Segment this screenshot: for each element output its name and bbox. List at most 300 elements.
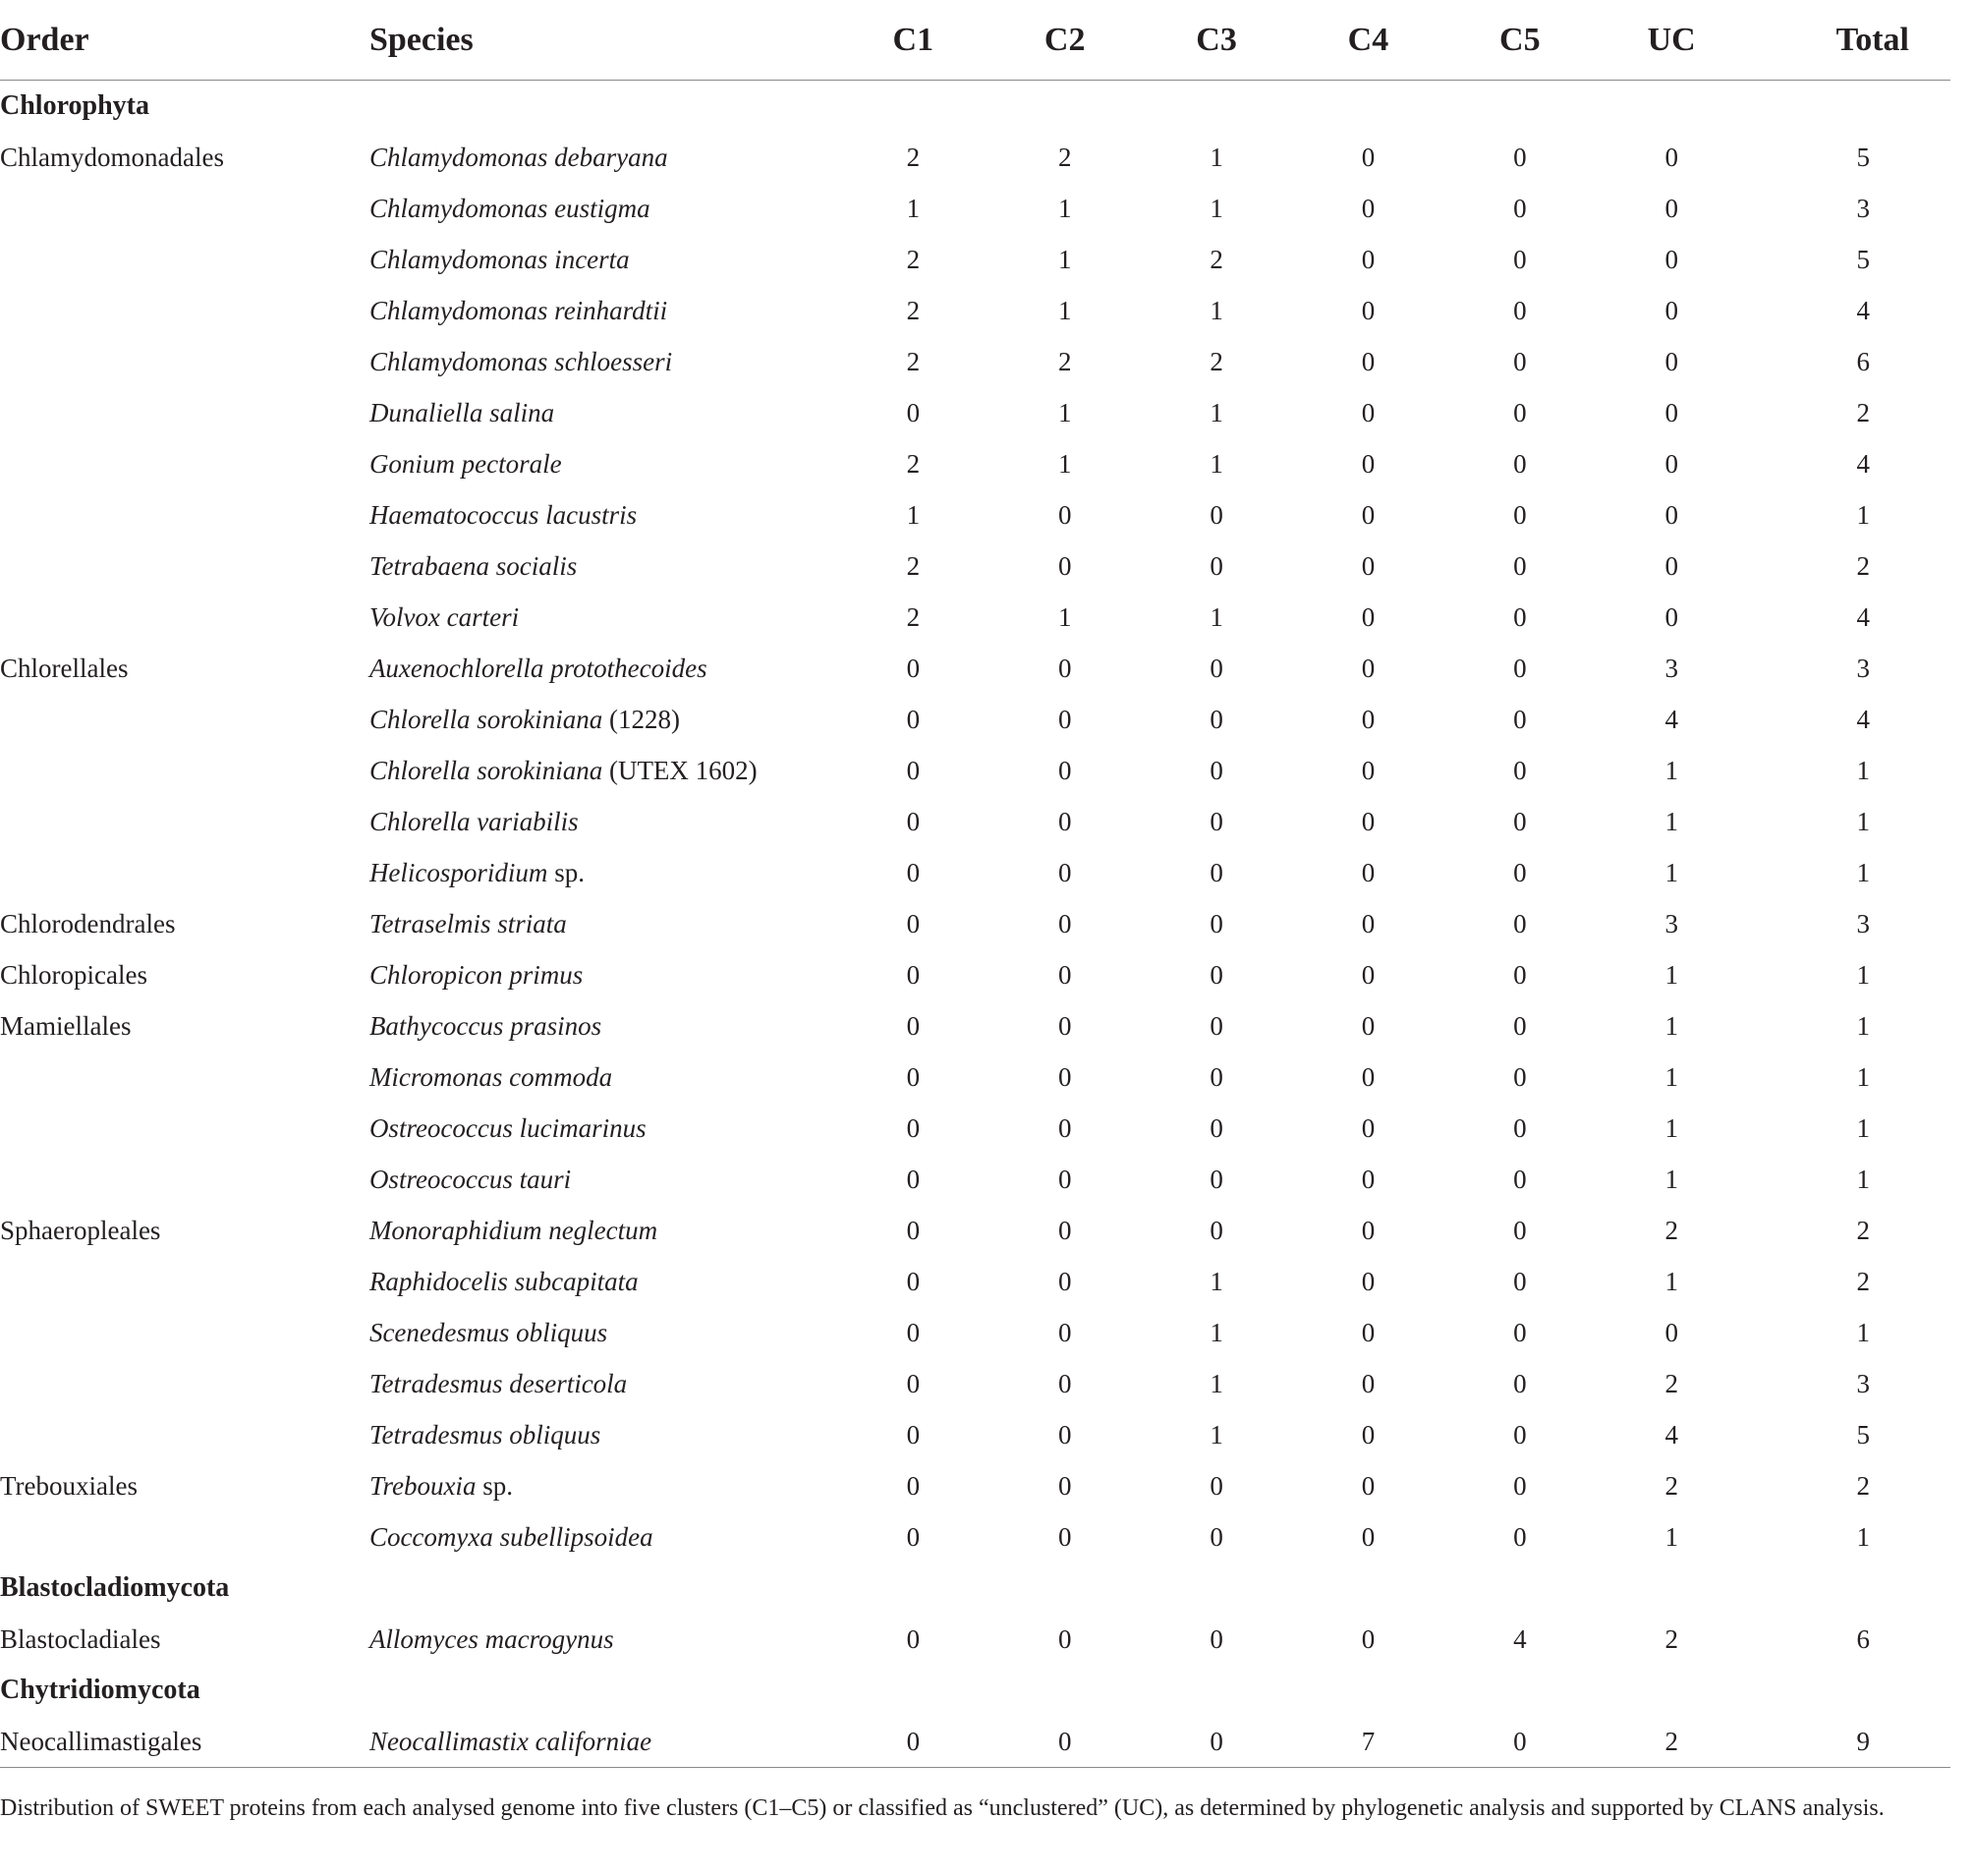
uc-cell: 1 bbox=[1664, 959, 1678, 990]
c4-cell: 0 bbox=[1361, 499, 1376, 530]
c4-cell: 0 bbox=[1361, 1521, 1376, 1552]
order-cell: Chlamydomonadales bbox=[0, 142, 224, 172]
c1-cell: 0 bbox=[906, 1521, 921, 1552]
table-body bbox=[0, 81, 1950, 1768]
header-species: Species bbox=[369, 0, 837, 81]
c2-cell: 0 bbox=[1057, 1215, 1072, 1245]
total-cell: 6 bbox=[1856, 346, 1870, 376]
species-cell bbox=[369, 694, 837, 745]
c4-cell: 0 bbox=[1361, 1112, 1376, 1143]
c2-cell: 1 bbox=[1057, 295, 1072, 325]
uc-cell: 0 bbox=[1664, 142, 1678, 172]
uc-cell: 0 bbox=[1664, 1317, 1678, 1347]
table-row bbox=[0, 132, 1950, 183]
species-cell bbox=[369, 1154, 837, 1205]
species-name: Tetrabaena socialis bbox=[368, 550, 578, 581]
species-cell bbox=[369, 1307, 837, 1358]
uc-cell: 0 bbox=[1664, 346, 1678, 376]
c5-cell: 0 bbox=[1513, 1112, 1527, 1143]
order-cell bbox=[0, 1052, 369, 1103]
c1-cell: 0 bbox=[906, 1470, 921, 1501]
c5-cell: 0 bbox=[1513, 244, 1527, 274]
c2-cell: 0 bbox=[1057, 1623, 1072, 1654]
total-cell: 4 bbox=[1856, 295, 1870, 325]
species-name: Gonium pectorale bbox=[368, 448, 562, 479]
c1-cell: 0 bbox=[906, 653, 921, 683]
total-cell: 1 bbox=[1856, 1061, 1870, 1092]
uc-cell: 4 bbox=[1664, 1419, 1678, 1450]
c3-cell: 0 bbox=[1141, 1716, 1292, 1768]
table-row bbox=[0, 796, 1950, 847]
species-cell bbox=[369, 1409, 837, 1460]
species-name: Bathycoccus prasinos bbox=[368, 1010, 602, 1041]
species-cell bbox=[369, 183, 837, 234]
c4-cell: 0 bbox=[1361, 397, 1376, 427]
total-cell: 2 bbox=[1856, 1266, 1870, 1296]
order-cell bbox=[0, 183, 369, 234]
c1-cell: 0 bbox=[906, 755, 921, 785]
c5-cell: 0 bbox=[1513, 346, 1527, 376]
header-uc: UC bbox=[1596, 0, 1747, 81]
table-row bbox=[0, 1052, 1950, 1103]
c3-cell: 0 bbox=[1210, 704, 1223, 734]
uc-cell: 1 bbox=[1664, 755, 1678, 785]
total-cell: 1 bbox=[1856, 1317, 1870, 1347]
table-row bbox=[0, 1460, 1950, 1511]
c2-cell: 0 bbox=[1057, 550, 1072, 581]
c3-cell: 0 bbox=[1210, 1061, 1223, 1092]
species-name: Chlorella sorokiniana bbox=[368, 704, 603, 734]
c3-cell: 0 bbox=[1210, 908, 1223, 938]
c5-cell: 0 bbox=[1513, 1061, 1527, 1092]
c2-cell: 0 bbox=[1057, 806, 1072, 836]
c2-cell: 0 bbox=[1057, 1317, 1072, 1347]
total-cell: 6 bbox=[1856, 1623, 1870, 1654]
c5-cell: 0 bbox=[1513, 653, 1527, 683]
table-footnote: Distribution of SWEET proteins from each analysed genome into five clusters (C1–C5) or classified as “unclustered” (UC), as determined by phylogenetic analysis and supported by CLANS analysis. bbox=[0, 1795, 1885, 1821]
c3-cell: 1 bbox=[1210, 1368, 1223, 1398]
c3-cell: 0 bbox=[1210, 1112, 1223, 1143]
species-cell bbox=[369, 796, 837, 847]
species-cell bbox=[369, 1103, 837, 1154]
table-row bbox=[0, 438, 1950, 489]
c2-cell: 0 bbox=[1057, 1266, 1072, 1296]
c4-cell: 0 bbox=[1361, 1368, 1376, 1398]
c2-cell: 0 bbox=[1057, 1470, 1072, 1501]
species-suffix: (UTEX 1602) bbox=[602, 755, 758, 785]
c4-cell: 0 bbox=[1361, 1470, 1376, 1501]
c5-cell: 0 bbox=[1513, 1521, 1527, 1552]
c3-cell: 0 bbox=[1210, 1470, 1223, 1501]
species-name: Chlamydomonas eustigma bbox=[368, 193, 650, 223]
order-cell: Chloropicales bbox=[0, 959, 147, 990]
species-cell bbox=[369, 540, 837, 592]
species-cell bbox=[369, 745, 837, 796]
uc-cell: 0 bbox=[1664, 499, 1678, 530]
c5-cell: 0 bbox=[1513, 806, 1527, 836]
order-cell bbox=[0, 1307, 369, 1358]
uc-cell: 2 bbox=[1596, 1716, 1747, 1768]
c1-cell: 1 bbox=[906, 193, 921, 223]
order-cell: Blastocladiales bbox=[0, 1623, 161, 1654]
table-row bbox=[0, 898, 1950, 949]
c4-cell: 0 bbox=[1361, 448, 1376, 479]
uc-cell: 1 bbox=[1664, 1010, 1678, 1041]
c3-cell: 0 bbox=[1210, 1164, 1223, 1194]
c2-cell: 0 bbox=[1057, 1010, 1072, 1041]
order-cell: Chlorellales bbox=[0, 653, 129, 683]
total-cell: 1 bbox=[1856, 857, 1870, 887]
species-cell bbox=[369, 438, 837, 489]
species-name: Ostreococcus tauri bbox=[368, 1164, 572, 1194]
order-cell: Chlorodendrales bbox=[0, 908, 176, 938]
c5-cell: 0 bbox=[1513, 499, 1527, 530]
c4-cell: 0 bbox=[1361, 244, 1376, 274]
c5-cell: 0 bbox=[1513, 550, 1527, 581]
species-name: Dunaliella salina bbox=[368, 397, 555, 427]
header-order: Order bbox=[0, 0, 369, 81]
species-cell bbox=[369, 1716, 837, 1768]
c4-cell: 0 bbox=[1361, 1010, 1376, 1041]
c1-cell: 2 bbox=[906, 601, 921, 632]
c3-cell: 2 bbox=[1210, 346, 1223, 376]
c5-cell: 0 bbox=[1513, 908, 1527, 938]
species-suffix: sp. bbox=[476, 1470, 513, 1501]
c1-cell: 2 bbox=[906, 550, 921, 581]
c3-cell: 0 bbox=[1210, 550, 1223, 581]
species-name: Monoraphidium neglectum bbox=[368, 1215, 658, 1245]
c1-cell: 0 bbox=[906, 959, 921, 990]
order-cell: Sphaeropleales bbox=[0, 1215, 161, 1245]
c5-cell: 0 bbox=[1513, 448, 1527, 479]
c4-cell: 0 bbox=[1361, 295, 1376, 325]
c2-cell: 0 bbox=[1057, 755, 1072, 785]
table-row bbox=[0, 745, 1950, 796]
table-row bbox=[0, 694, 1950, 745]
table-row bbox=[0, 643, 1950, 694]
c4-cell: 0 bbox=[1361, 806, 1376, 836]
c5-cell: 0 bbox=[1513, 1164, 1527, 1194]
header-c1: C1 bbox=[837, 0, 988, 81]
c1-cell: 0 bbox=[906, 806, 921, 836]
total-cell: 1 bbox=[1856, 1010, 1870, 1041]
c2-cell: 1 bbox=[1057, 601, 1072, 632]
c3-cell: 0 bbox=[1210, 653, 1223, 683]
order-cell bbox=[0, 489, 369, 540]
table-row bbox=[0, 1154, 1950, 1205]
order-cell: Trebouxiales bbox=[0, 1470, 138, 1501]
species-cell bbox=[369, 643, 837, 694]
c3-cell: 0 bbox=[1210, 1215, 1223, 1245]
c4-cell: 0 bbox=[1361, 1419, 1376, 1450]
uc-cell: 0 bbox=[1664, 397, 1678, 427]
c2-cell: 0 bbox=[1057, 1112, 1072, 1143]
c1-cell: 0 bbox=[906, 908, 921, 938]
uc-cell: 0 bbox=[1664, 295, 1678, 325]
c2-cell: 0 bbox=[1057, 908, 1072, 938]
c5-cell: 0 bbox=[1513, 601, 1527, 632]
c4-cell: 0 bbox=[1361, 1061, 1376, 1092]
table-row bbox=[0, 1409, 1950, 1460]
species-cell bbox=[369, 336, 837, 387]
species-name: Trebouxia bbox=[368, 1470, 477, 1501]
order-cell bbox=[0, 1511, 369, 1563]
group-label: Chlorophyta bbox=[0, 90, 149, 121]
species-name: Chlorella variabilis bbox=[368, 806, 579, 836]
c4-cell: 0 bbox=[1361, 857, 1376, 887]
total-cell: 2 bbox=[1856, 397, 1870, 427]
species-cell bbox=[369, 234, 837, 285]
c3-cell: 1 bbox=[1210, 1317, 1223, 1347]
c2-cell: 0 bbox=[1057, 857, 1072, 887]
c3-cell: 0 bbox=[1210, 499, 1223, 530]
table-row bbox=[0, 1716, 1950, 1768]
c5-cell: 0 bbox=[1513, 1215, 1527, 1245]
uc-cell: 2 bbox=[1664, 1215, 1678, 1245]
c4-cell: 0 bbox=[1361, 1215, 1376, 1245]
c2-cell: 0 bbox=[1057, 1164, 1072, 1194]
c3-cell: 1 bbox=[1210, 1266, 1223, 1296]
c2-cell: 0 bbox=[989, 1716, 1141, 1768]
c3-cell: 1 bbox=[1210, 601, 1223, 632]
c4-cell: 0 bbox=[1361, 142, 1376, 172]
total-cell: 5 bbox=[1856, 142, 1870, 172]
table-row bbox=[0, 592, 1950, 643]
uc-cell: 0 bbox=[1664, 244, 1678, 274]
total-cell: 3 bbox=[1856, 1368, 1870, 1398]
header-c2: C2 bbox=[989, 0, 1141, 81]
c4-cell: 0 bbox=[1361, 550, 1376, 581]
c1-cell: 2 bbox=[906, 295, 921, 325]
uc-cell: 2 bbox=[1664, 1470, 1678, 1501]
group-row bbox=[0, 81, 1950, 133]
uc-cell: 1 bbox=[1664, 1061, 1678, 1092]
header-c3: C3 bbox=[1141, 0, 1292, 81]
species-cell bbox=[369, 285, 837, 336]
c4-cell: 0 bbox=[1361, 1317, 1376, 1347]
species-name: Tetradesmus obliquus bbox=[368, 1419, 601, 1450]
c3-cell: 0 bbox=[1210, 1521, 1223, 1552]
c5-cell: 0 bbox=[1513, 295, 1527, 325]
uc-cell: 1 bbox=[1664, 1164, 1678, 1194]
uc-cell: 1 bbox=[1664, 1266, 1678, 1296]
c2-cell: 0 bbox=[1057, 1521, 1072, 1552]
c2-cell: 0 bbox=[1057, 653, 1072, 683]
species-name: Micromonas commoda bbox=[368, 1061, 613, 1092]
c4-cell: 0 bbox=[1361, 601, 1376, 632]
c2-cell: 1 bbox=[1057, 397, 1072, 427]
species-name: Ostreococcus lucimarinus bbox=[368, 1112, 647, 1143]
c1-cell: 2 bbox=[906, 244, 921, 274]
total-cell: 3 bbox=[1856, 653, 1870, 683]
total-cell: 1 bbox=[1856, 1521, 1870, 1552]
total-cell: 9 bbox=[1747, 1716, 1950, 1768]
total-cell: 3 bbox=[1856, 908, 1870, 938]
table-row bbox=[0, 1511, 1950, 1563]
uc-cell: 0 bbox=[1664, 193, 1678, 223]
c1-cell: 0 bbox=[906, 1061, 921, 1092]
order-cell bbox=[0, 796, 369, 847]
c4-cell: 7 bbox=[1292, 1716, 1443, 1768]
species-name: Tetraselmis striata bbox=[368, 908, 567, 938]
species-cell bbox=[369, 949, 837, 1000]
uc-cell: 2 bbox=[1664, 1368, 1678, 1398]
c5-cell: 0 bbox=[1513, 755, 1527, 785]
c2-cell: 0 bbox=[1057, 959, 1072, 990]
c5-cell: 0 bbox=[1513, 1368, 1527, 1398]
c5-cell: 0 bbox=[1513, 704, 1527, 734]
group-label: Chytridiomycota bbox=[0, 1675, 200, 1705]
table-row bbox=[0, 847, 1950, 898]
total-cell: 5 bbox=[1856, 1419, 1870, 1450]
table-row bbox=[0, 1000, 1950, 1052]
species-cell bbox=[369, 1358, 837, 1409]
species-name: Chlorella sorokiniana bbox=[368, 755, 603, 785]
species-cell bbox=[369, 847, 837, 898]
c2-cell: 1 bbox=[1057, 448, 1072, 479]
c1-cell: 0 bbox=[906, 1010, 921, 1041]
species-name: Haematococcus lacustris bbox=[368, 499, 638, 530]
table-row bbox=[0, 336, 1950, 387]
c1-cell: 0 bbox=[906, 397, 921, 427]
species-name: Tetradesmus deserticola bbox=[368, 1368, 628, 1398]
order-cell bbox=[0, 285, 369, 336]
species-name: Chlamydomonas incerta bbox=[368, 244, 630, 274]
c4-cell: 0 bbox=[1361, 1164, 1376, 1194]
uc-cell: 4 bbox=[1664, 704, 1678, 734]
table-row bbox=[0, 489, 1950, 540]
c1-cell: 0 bbox=[906, 1164, 921, 1194]
c3-cell: 0 bbox=[1210, 755, 1223, 785]
c1-cell: 0 bbox=[906, 1623, 921, 1654]
total-cell: 3 bbox=[1856, 193, 1870, 223]
c5-cell: 0 bbox=[1513, 959, 1527, 990]
c5-cell: 0 bbox=[1513, 397, 1527, 427]
uc-cell: 0 bbox=[1664, 448, 1678, 479]
c5-cell: 0 bbox=[1444, 1716, 1596, 1768]
uc-cell: 1 bbox=[1664, 1521, 1678, 1552]
uc-cell: 1 bbox=[1664, 806, 1678, 836]
total-cell: 4 bbox=[1856, 704, 1870, 734]
species-cell bbox=[369, 1511, 837, 1563]
order-cell bbox=[0, 1256, 369, 1307]
order-cell bbox=[0, 1103, 369, 1154]
c3-cell: 1 bbox=[1210, 295, 1223, 325]
c4-cell: 0 bbox=[1361, 193, 1376, 223]
table-row bbox=[0, 540, 1950, 592]
group-row bbox=[0, 1563, 1950, 1614]
c5-cell: 0 bbox=[1513, 193, 1527, 223]
c4-cell: 0 bbox=[1361, 959, 1376, 990]
order-cell bbox=[0, 540, 369, 592]
order-cell bbox=[0, 592, 369, 643]
uc-cell: 1 bbox=[1664, 1112, 1678, 1143]
order-cell: Mamiellales bbox=[0, 1010, 132, 1041]
species-name: Chlamydomonas reinhardtii bbox=[368, 295, 668, 325]
c5-cell: 0 bbox=[1513, 1317, 1527, 1347]
species-name: Chlamydomonas schloesseri bbox=[368, 346, 673, 376]
order-cell bbox=[0, 745, 369, 796]
species-cell bbox=[369, 489, 837, 540]
species-cell bbox=[369, 1256, 837, 1307]
c2-cell: 0 bbox=[1057, 1419, 1072, 1450]
c2-cell: 0 bbox=[1057, 1061, 1072, 1092]
c4-cell: 0 bbox=[1361, 755, 1376, 785]
order-cell bbox=[0, 1358, 369, 1409]
c2-cell: 2 bbox=[1057, 142, 1072, 172]
uc-cell: 3 bbox=[1664, 908, 1678, 938]
table-row bbox=[0, 1358, 1950, 1409]
order-cell bbox=[0, 694, 369, 745]
species-cell bbox=[369, 132, 837, 183]
header-total: Total bbox=[1747, 0, 1950, 81]
c3-cell: 1 bbox=[1210, 448, 1223, 479]
species-cell bbox=[369, 1460, 837, 1511]
species-cell bbox=[369, 1614, 837, 1665]
table-row bbox=[0, 285, 1950, 336]
species-suffix: (1228) bbox=[602, 704, 680, 734]
c3-cell: 1 bbox=[1210, 397, 1223, 427]
c1-cell: 0 bbox=[837, 1716, 988, 1768]
species-name: Chloropicon primus bbox=[368, 959, 584, 990]
c4-cell: 0 bbox=[1361, 908, 1376, 938]
order-cell bbox=[0, 336, 369, 387]
total-cell: 1 bbox=[1856, 1112, 1870, 1143]
total-cell: 2 bbox=[1856, 550, 1870, 581]
c3-cell: 1 bbox=[1210, 193, 1223, 223]
species-name: Helicosporidium bbox=[368, 857, 548, 887]
order-cell bbox=[0, 1409, 369, 1460]
c5-cell: 0 bbox=[1513, 1010, 1527, 1041]
species-name: Scenedesmus obliquus bbox=[368, 1317, 608, 1347]
species-name: Auxenochlorella protothecoides bbox=[368, 653, 707, 683]
c2-cell: 1 bbox=[1057, 244, 1072, 274]
c1-cell: 1 bbox=[906, 499, 921, 530]
order-cell bbox=[0, 387, 369, 438]
order-cell: Neocallimastigales bbox=[0, 1716, 369, 1768]
c4-cell: 0 bbox=[1361, 704, 1376, 734]
uc-cell: 0 bbox=[1664, 601, 1678, 632]
c2-cell: 1 bbox=[1057, 193, 1072, 223]
header-c4: C4 bbox=[1292, 0, 1443, 81]
c1-cell: 0 bbox=[906, 1317, 921, 1347]
table-row bbox=[0, 1205, 1950, 1256]
total-cell: 1 bbox=[1856, 1164, 1870, 1194]
group-row bbox=[0, 1665, 1950, 1716]
species-name: Chlamydomonas debaryana bbox=[368, 142, 668, 172]
c5-cell: 0 bbox=[1513, 1470, 1527, 1501]
species-name: Allomyces macrogynus bbox=[368, 1623, 614, 1654]
c1-cell: 0 bbox=[906, 1419, 921, 1450]
c1-cell: 0 bbox=[906, 857, 921, 887]
uc-cell: 2 bbox=[1664, 1623, 1678, 1654]
order-cell bbox=[0, 847, 369, 898]
total-cell: 1 bbox=[1856, 755, 1870, 785]
order-cell bbox=[0, 438, 369, 489]
species-cell bbox=[369, 898, 837, 949]
total-cell: 1 bbox=[1856, 499, 1870, 530]
species-name: Coccomyxa subellipsoidea bbox=[368, 1521, 653, 1552]
c1-cell: 0 bbox=[906, 1266, 921, 1296]
c5-cell: 0 bbox=[1513, 142, 1527, 172]
total-cell: 5 bbox=[1856, 244, 1870, 274]
c5-cell: 0 bbox=[1513, 1266, 1527, 1296]
c3-cell: 2 bbox=[1210, 244, 1223, 274]
c2-cell: 0 bbox=[1057, 1368, 1072, 1398]
total-cell: 1 bbox=[1856, 806, 1870, 836]
c1-cell: 0 bbox=[906, 1215, 921, 1245]
c1-cell: 2 bbox=[906, 448, 921, 479]
